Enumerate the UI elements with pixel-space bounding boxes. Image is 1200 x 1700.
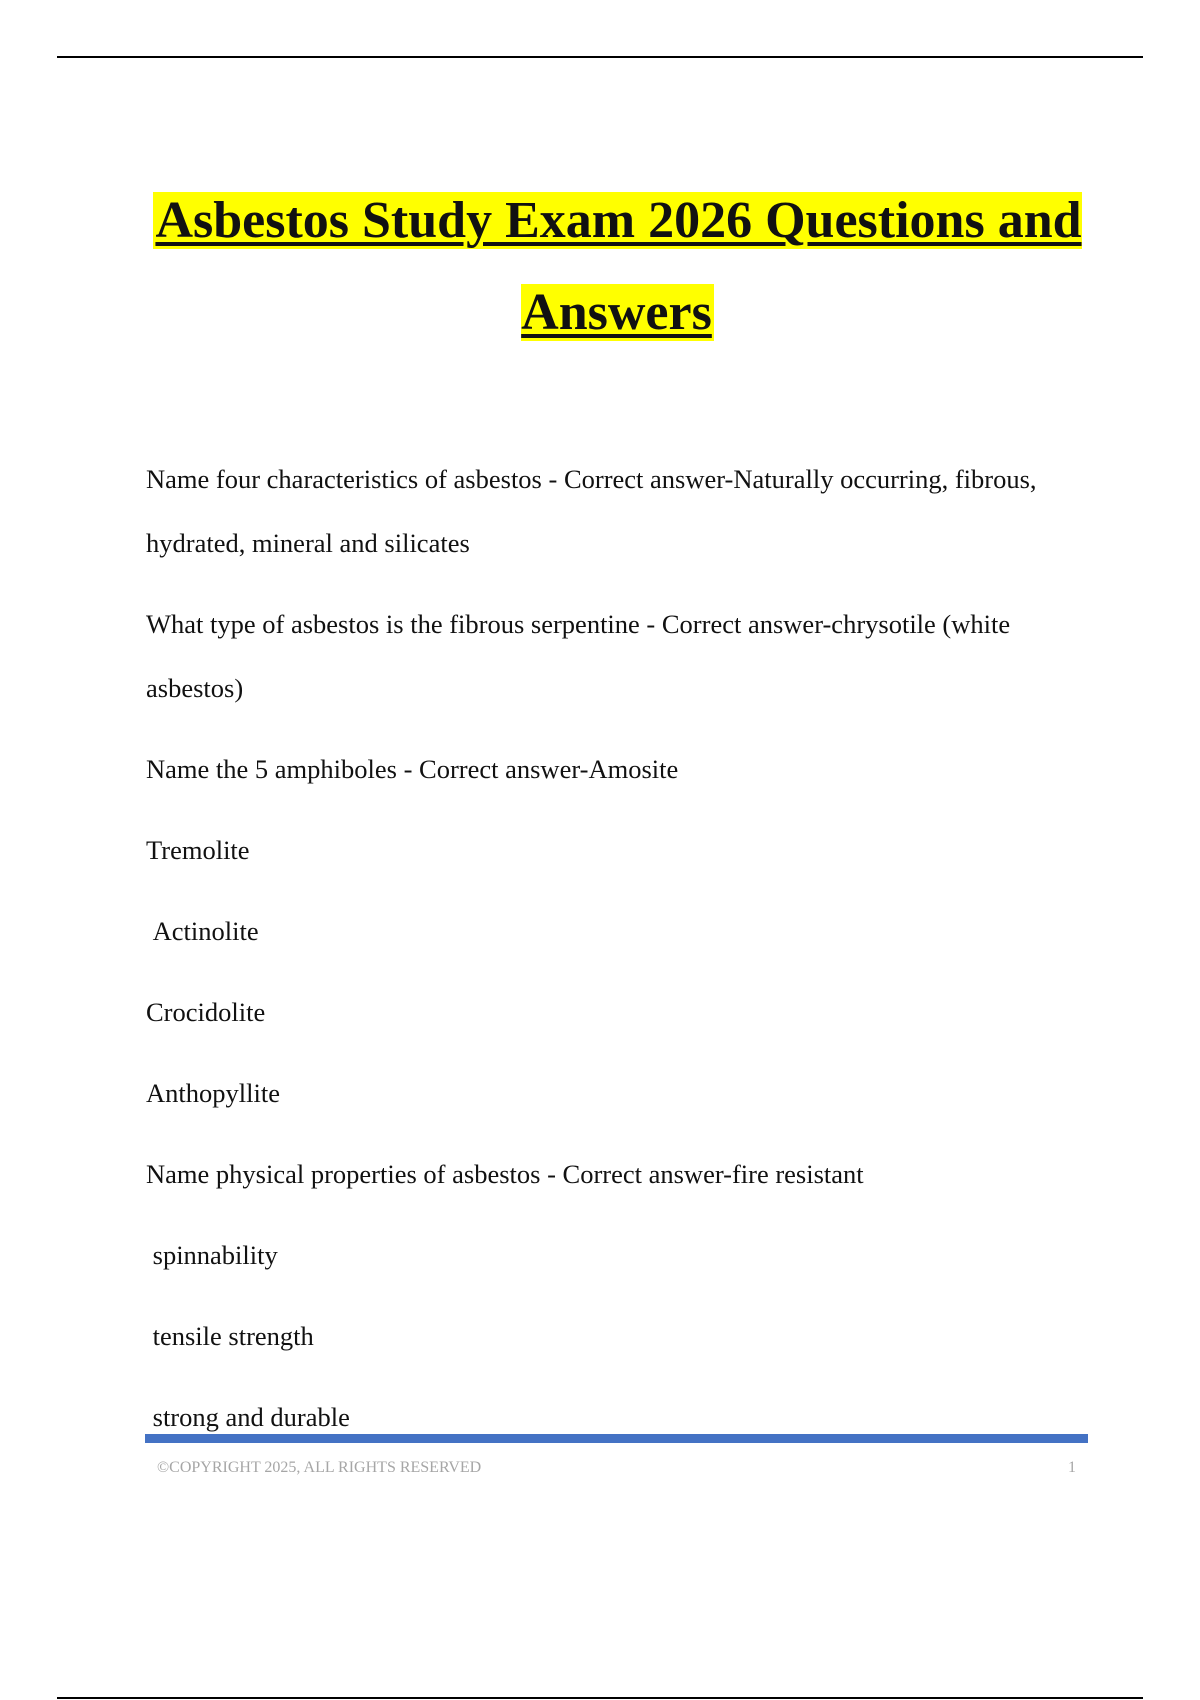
qa-line: Name four characteristics of asbestos - Correct answer-Naturally occurring, fibrous, hydrated, mineral and silicates	[146, 464, 1044, 558]
qa-line: What type of asbestos is the fibrous serpentine - Correct answer-chrysotile (white asbestos)	[146, 609, 1017, 703]
page-title	[100, 175, 1135, 359]
top-divider	[57, 56, 1143, 58]
bottom-divider	[57, 1697, 1143, 1699]
footer-bar	[145, 1434, 1088, 1443]
qa-line: Anthopyllite	[146, 1078, 280, 1108]
qa-list	[146, 447, 1096, 1466]
qa-line: Tremolite	[146, 835, 250, 865]
page-number: 1	[1068, 1459, 1076, 1476]
page-title-text: Asbestos Study Exam 2026 Questions and Answers	[155, 192, 1082, 341]
qa-line: Crocidolite	[146, 997, 266, 1027]
qa-line: Name the 5 amphiboles - Correct answer-Amosite	[146, 754, 679, 784]
qa-line: tensile strength	[146, 1321, 314, 1351]
qa-line: spinnability	[146, 1240, 278, 1270]
qa-line: Actinolite	[146, 916, 259, 946]
footer-copyright: ©COPYRIGHT 2025, ALL RIGHTS RESERVED	[157, 1459, 482, 1476]
qa-line: Name physical properties of asbestos - Correct answer-fire resistant	[146, 1159, 864, 1189]
qa-line: strong and durable	[146, 1402, 350, 1432]
